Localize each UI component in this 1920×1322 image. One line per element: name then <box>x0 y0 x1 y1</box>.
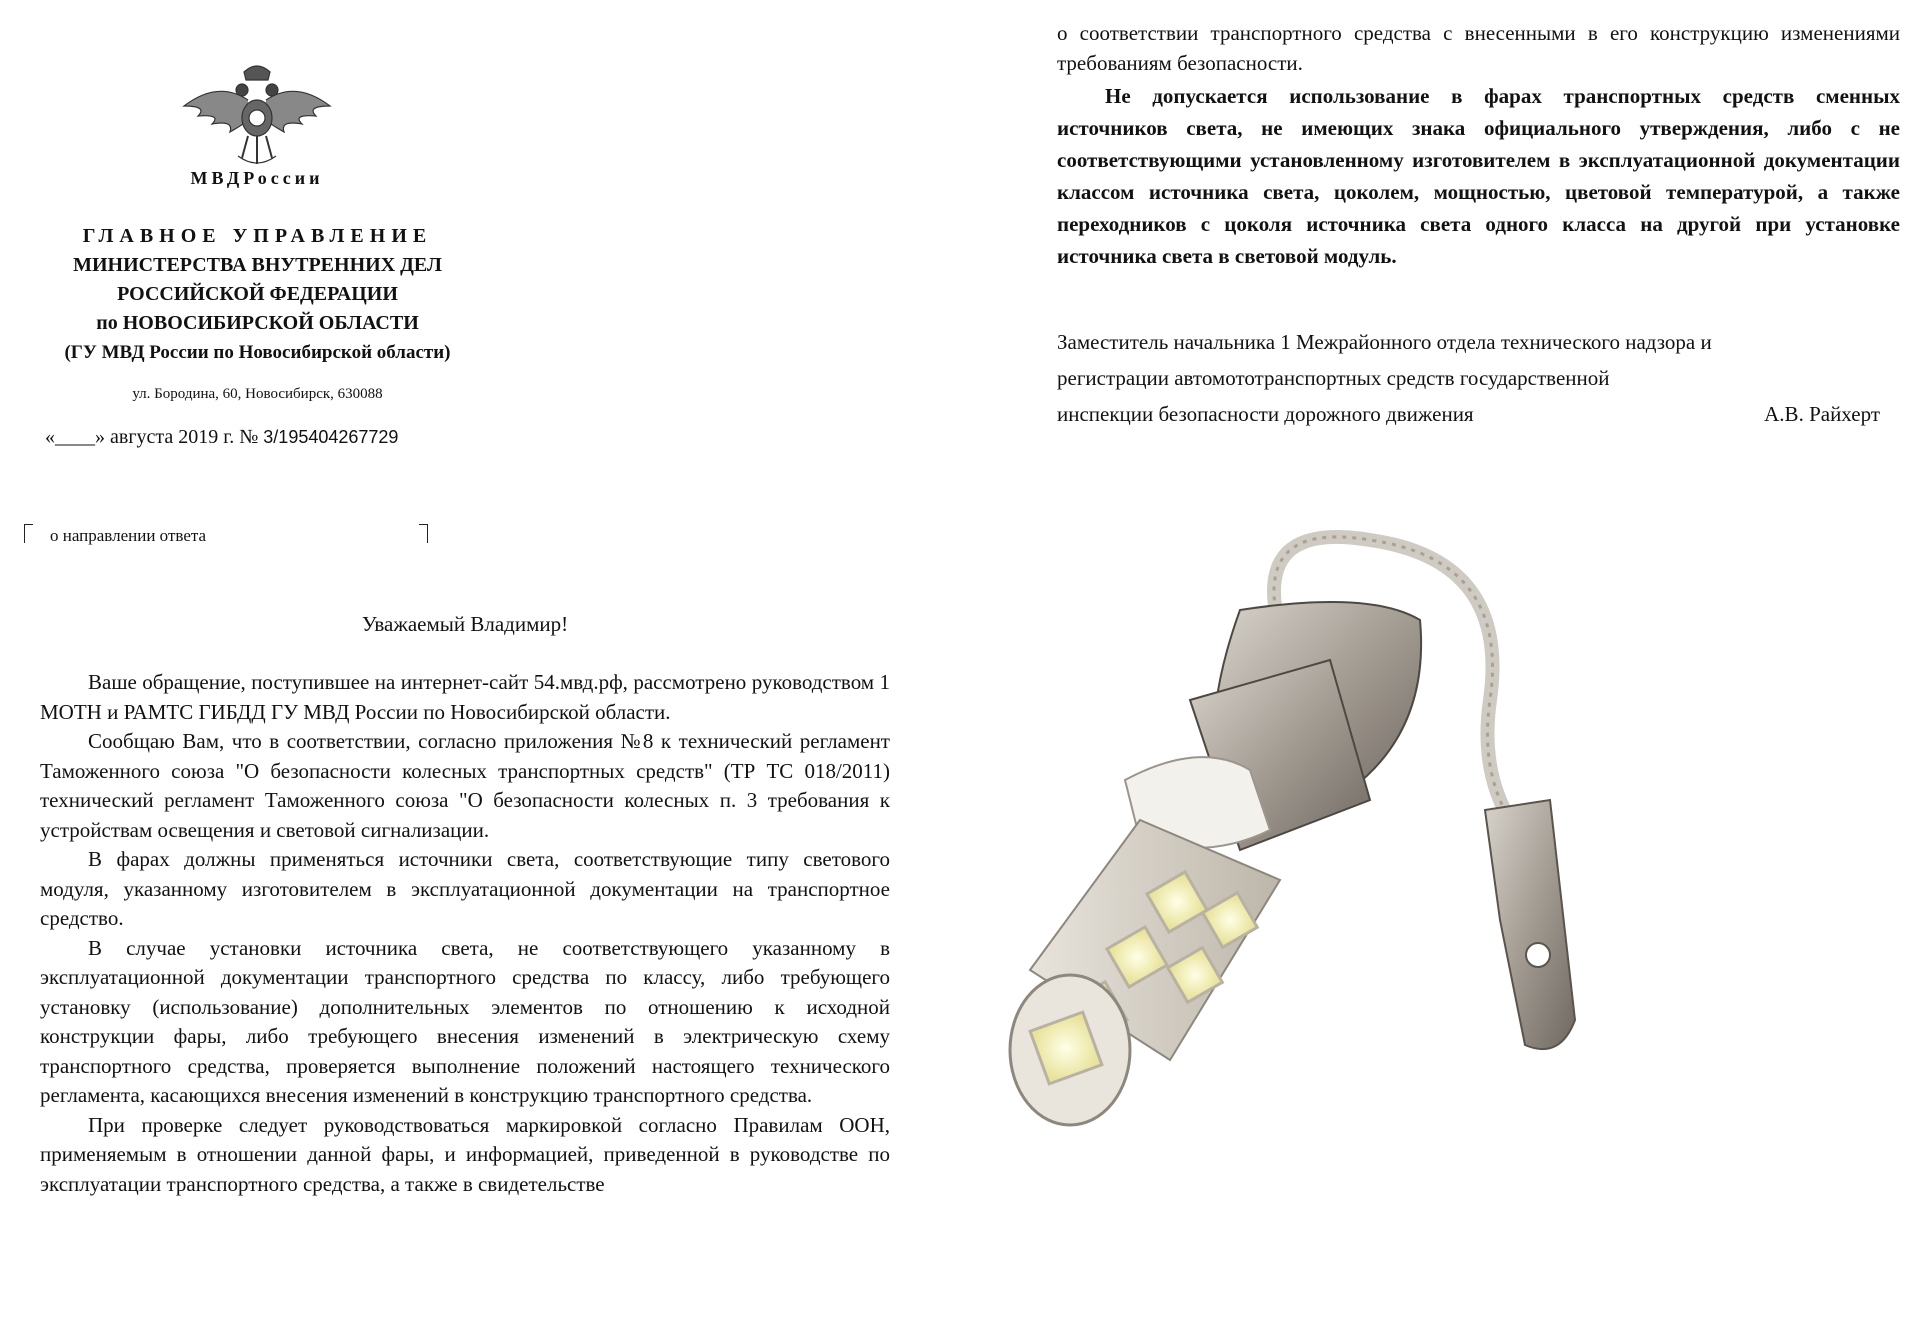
header-line-5: (ГУ МВД России по Новосибирской области) <box>64 342 451 363</box>
paragraph: При проверке следует руководствоваться маркировкой согласно Правилам ООН, применяемым в отношении данной фары, и информацией, приведенной в руководстве по эксплуатации транспортного средства, а также в свидетельстве <box>40 1112 890 1196</box>
letter-body-left <box>40 668 890 1199</box>
letter-continuation: о соответствии транспортного средства с внесенными в его конструкцию изменениями требованиям безопасности. <box>1057 21 1900 75</box>
subject-bracket-left <box>24 524 33 543</box>
signer-name: А.В. Райхерт <box>1764 402 1880 426</box>
mvd-emblem-icon <box>178 60 336 172</box>
signer-title-line-3: инспекции безопасности дорожного движения <box>1057 402 1474 426</box>
bold-paragraph-container <box>1057 80 1900 272</box>
date-line: «____» августа 2019 г. № <box>45 426 259 448</box>
subject-bracket-right <box>419 524 428 543</box>
greeting: Уважаемый Владимир! <box>361 612 569 636</box>
registration-number: 3/195404267729 <box>263 427 399 447</box>
bold-paragraph: Не допускается использование в фарах транспортных средств сменных источников света, не имеющих знака официального утверждения, либо с не соответствующими установленному изготовителем в эксплуатационной документации классом источника света, цоколем, мощностью, цветовой температурой, а также переходников с цоколя источника света одного класса на другой при установке источника света в световой модуль. <box>1057 84 1900 268</box>
address: ул. Бородина, 60, Новосибирск, 630088 <box>132 386 383 402</box>
paragraph: Ваше обращение, поступившее на интернет-сайт 54.мвд.рф, рассмотрено руководством 1 МОТН и РАМТС ГИБДД ГУ МВД России по Новосибирской области. <box>40 670 890 724</box>
signer-title-line-2: регистрации автомототранспортных средств государственной <box>1057 366 1610 390</box>
paragraph: В фарах должны применяться источники света, соответствующие типу светового модуля, указанному изготовителем в эксплуатационной документации на транспортное средство. <box>40 847 890 930</box>
header-line-4: по НОВОСИБИРСКОЙ ОБЛАСТИ <box>96 312 419 334</box>
led-bulb-photo <box>950 500 1890 1300</box>
signer-title-line-1: Заместитель начальника 1 Межрайонного отдела технического надзора и <box>1057 330 1712 354</box>
paragraph: Сообщаю Вам, что в соответствии, согласно приложения №8 к технический регламент Таможенного союза "О безопасности колесных транспортных средств" (ТР ТС 018/2011) технический регламент Таможенного союза "О безопасности колесных п. 3 требования к устройствам освещения и световой сигнализации. <box>40 729 890 842</box>
header-line-3: РОССИЙСКОЙ ФЕДЕРАЦИИ <box>117 283 398 305</box>
header-line-1: ГЛАВНОЕ УПРАВЛЕНИЕ <box>82 225 433 247</box>
subject-line: о направлении ответа <box>50 526 207 545</box>
paragraph: В случае установки источника света, не соответствующего указанному в эксплуатационной документации транспортного средства по классу, либо требующего установку (использование) дополнительных элементов по отношению к исходной конструкции фары, либо требующего внесения изменений в электрическую схему транспортного средства, проверяется выполнение положений настоящего технического регламента, касающихся внесения изменений в конструкцию транспортного средства. <box>40 935 890 1107</box>
signature-block <box>1057 324 1900 432</box>
registration-line <box>45 426 398 449</box>
agency-name: МВДРоссии <box>190 168 324 188</box>
header-line-2: МИНИСТЕРСТВА ВНУТРЕННИХ ДЕЛ <box>73 254 442 276</box>
